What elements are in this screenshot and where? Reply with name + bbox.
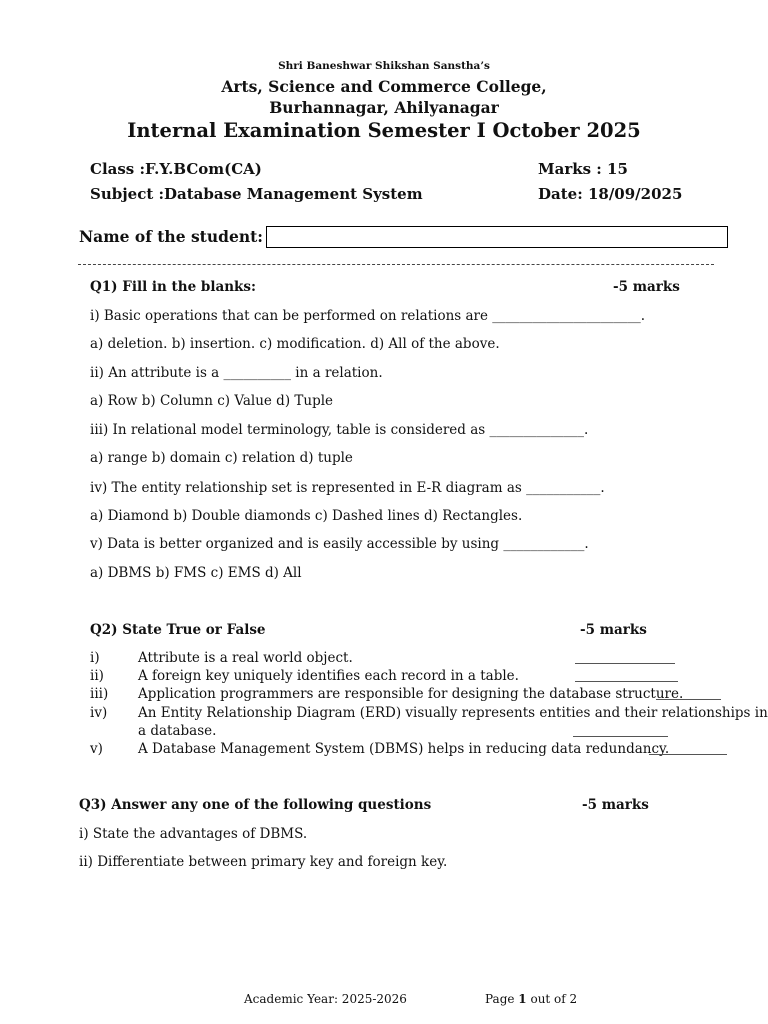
q1-line: a) range b) domain c) relation d) tuple: [90, 450, 353, 466]
q2-heading: Q2) State True or False: [90, 622, 266, 638]
q1-heading: Q1) Fill in the blanks:: [90, 279, 256, 295]
page-suffix: out of 2: [526, 992, 578, 1006]
tf-number: v): [90, 741, 103, 757]
answer-blank[interactable]: [575, 663, 675, 664]
answer-blank[interactable]: [575, 681, 678, 682]
class-label: Class :F.Y.BCom(CA): [90, 160, 262, 178]
q3-heading: Q3) Answer any one of the following questions: [79, 797, 432, 813]
q1-line: a) DBMS b) FMS c) EMS d) All: [90, 565, 302, 581]
q2-marks: -5 marks: [580, 622, 647, 638]
q1-line: v) Data is better organized and is easily accessible by using ____________.: [90, 536, 589, 552]
academic-year: Academic Year: 2025-2026: [244, 992, 407, 1006]
tf-statement: A foreign key uniquely identifies each record in a table.: [138, 668, 519, 684]
tf-statement: Application programmers are responsible for designing the database structure.: [138, 686, 684, 702]
tf-number: ii): [90, 668, 104, 684]
q1-line: a) Row b) Column c) Value d) Tuple: [90, 393, 334, 409]
dashed-separator: [78, 264, 714, 265]
tf-number: i): [90, 650, 100, 666]
tf-statement-continued: a database.: [138, 723, 217, 739]
q1-line: iv) The entity relationship set is represented in E-R diagram as ___________.: [90, 480, 605, 496]
tf-statement: A Database Management System (DBMS) helps in reducing data redundancy.: [138, 741, 670, 757]
tf-statement: Attribute is a real world object.: [138, 650, 353, 666]
page-prefix: Page: [485, 992, 519, 1006]
q3-line: ii) Differentiate between primary key and foreign key.: [79, 854, 448, 870]
college-name: Arts, Science and Commerce College,: [221, 77, 547, 96]
college-place: Burhannagar, Ahilyanagar: [269, 98, 499, 117]
q3-line: i) State the advantages of DBMS.: [79, 826, 308, 842]
date-label: Date: 18/09/2025: [538, 185, 683, 203]
q1-line: a) Diamond b) Double diamonds c) Dashed lines d) Rectangles.: [90, 508, 523, 524]
tf-number: iii): [90, 686, 109, 702]
q1-line: iii) In relational model terminology, table is considered as ______________.: [90, 422, 589, 438]
exam-title: Internal Examination Semester I October 2025: [127, 119, 641, 142]
q1-line: ii) An attribute is a __________ in a relation.: [90, 365, 383, 381]
answer-blank[interactable]: [573, 736, 668, 737]
student-name-label: Name of the student:: [79, 227, 263, 246]
answer-blank[interactable]: [649, 754, 727, 755]
q1-line: i) Basic operations that can be performed on relations are ______________________.: [90, 308, 646, 324]
page-number: [485, 992, 577, 1006]
answer-blank[interactable]: [656, 699, 721, 700]
subject-label: Subject :Database Management System: [90, 185, 423, 203]
q1-marks: -5 marks: [613, 279, 680, 295]
tf-number: iv): [90, 705, 108, 721]
page-current: 1: [518, 992, 527, 1006]
student-name-box[interactable]: [266, 226, 728, 248]
q1-line: a) deletion. b) insertion. c) modification. d) All of the above.: [90, 336, 500, 352]
marks-label: Marks : 15: [538, 160, 628, 178]
society-name: Shri Baneshwar Shikshan Sanstha’s: [278, 60, 490, 72]
q3-marks: -5 marks: [582, 797, 649, 813]
tf-statement: An Entity Relationship Diagram (ERD) visually represents entities and their relationships in: [138, 705, 768, 721]
